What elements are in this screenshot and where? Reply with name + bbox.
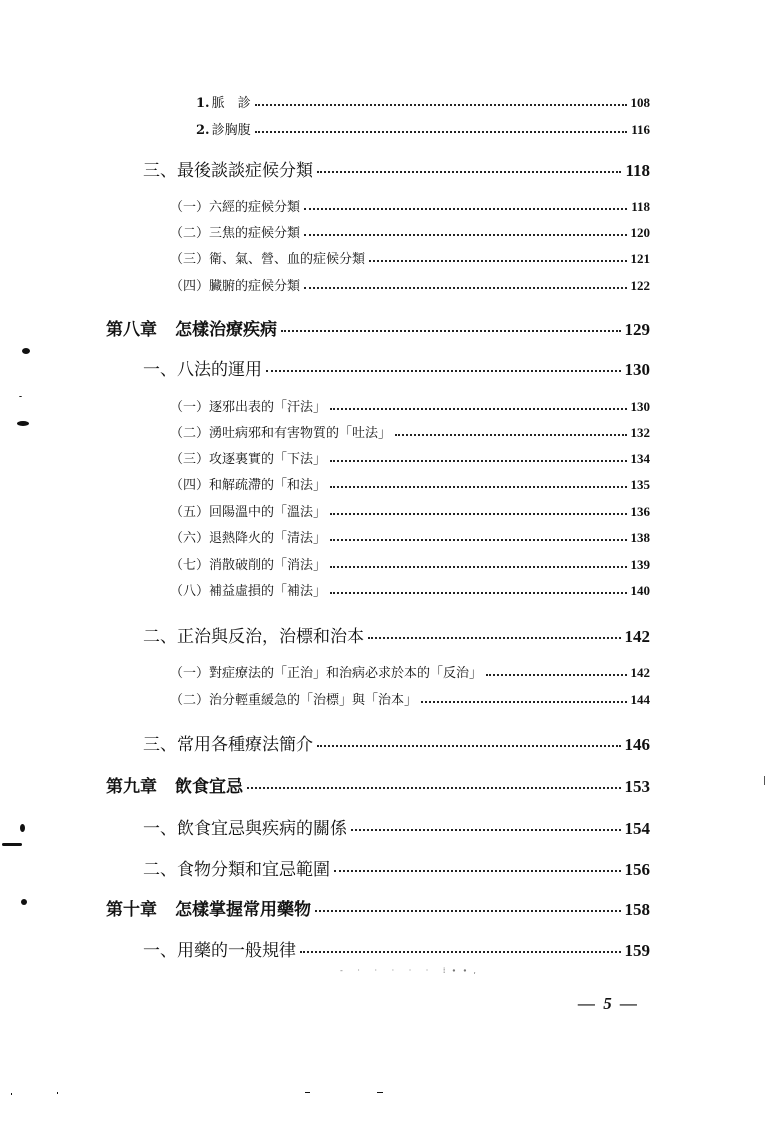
- toc-entry-section: [143, 814, 650, 839]
- page-number: 118: [631, 199, 650, 214]
- entry-label: [143, 814, 347, 839]
- dot-leader: [369, 260, 626, 262]
- chapter-title: 怎樣掌握常用藥物: [175, 900, 311, 920]
- dot-leader: [304, 208, 627, 210]
- toc-entry-item: [170, 396, 650, 415]
- entry-prefix: 二、: [143, 627, 177, 647]
- page-number: 121: [630, 251, 650, 266]
- page-number: 159: [624, 941, 650, 960]
- dot-leader: [330, 460, 626, 462]
- toc-entry-section: [143, 156, 650, 181]
- page-number: 118: [625, 161, 650, 180]
- entry-label: [196, 92, 251, 111]
- entry-prefix: （一）: [170, 400, 210, 415]
- page-number: 140: [630, 583, 650, 598]
- page-number: 139: [630, 557, 650, 572]
- scan-artifact-marks: - · · · · · ⁞∙∙,: [340, 966, 482, 975]
- entry-label: [106, 772, 243, 797]
- entry-label: [170, 422, 391, 441]
- toc-entry-item: [170, 662, 650, 681]
- entry-label: [170, 527, 326, 546]
- entry-prefix: 一、: [143, 819, 177, 839]
- page-number: 154: [624, 819, 650, 838]
- entry-title: 逐邪出表的「汗法」: [209, 400, 327, 415]
- toc-entry-item: [170, 422, 650, 441]
- entry-label: [170, 662, 482, 681]
- toc-entry-item: [170, 196, 650, 215]
- entry-title: 回陽溫中的「溫法」: [209, 505, 327, 520]
- entry-label: [170, 396, 326, 415]
- entry-label: [143, 730, 313, 755]
- page-number: 158: [624, 900, 650, 919]
- page-number: 130: [630, 399, 650, 414]
- toc-entry-item: [170, 448, 650, 467]
- entry-label: [196, 119, 251, 138]
- toc-entry-item: [170, 275, 650, 294]
- entry-title: 消散破削的「消法」: [209, 558, 327, 573]
- entry-prefix: （一）: [170, 666, 210, 681]
- entry-title: 和解疏滯的「和法」: [209, 478, 327, 493]
- entry-prefix: 2.: [196, 123, 210, 138]
- toc-entry-sub: [196, 92, 650, 111]
- scan-speck: [377, 1092, 383, 1093]
- entry-title: 六經的症候分類: [209, 200, 301, 215]
- toc-entry-item: [170, 554, 650, 573]
- toc-entry-section: [143, 855, 650, 880]
- toc-entry-sub: [196, 119, 650, 138]
- entry-prefix: 一、: [143, 360, 177, 380]
- scan-speck: [17, 421, 29, 426]
- page-number: 153: [624, 777, 650, 796]
- entry-label: [143, 855, 330, 880]
- entry-title: 補益虛損的「補法」: [209, 584, 327, 599]
- page-number: 116: [631, 122, 650, 137]
- page-number: 132: [630, 425, 650, 440]
- entry-prefix: （三）: [170, 252, 210, 267]
- entry-title: 八法的運用: [177, 360, 262, 380]
- page-number: 134: [630, 451, 650, 466]
- dot-leader: [330, 486, 626, 488]
- entry-title: 最後談談症候分類: [177, 161, 313, 181]
- dot-leader: [330, 592, 626, 594]
- toc-entry-chapter: [106, 895, 650, 920]
- scan-speck: [764, 776, 765, 785]
- entry-title: 臟腑的症候分類: [209, 279, 301, 294]
- entry-title: 用藥的一般規律: [177, 941, 296, 961]
- entry-prefix: （四）: [170, 279, 210, 294]
- entry-title: 衛、氣、營、血的症候分類: [209, 252, 366, 267]
- dot-leader: [317, 171, 621, 173]
- scan-speck: [57, 1092, 58, 1094]
- toc-entry-section: [143, 622, 650, 647]
- entry-prefix: 二、: [143, 860, 177, 880]
- entry-label: [170, 196, 300, 215]
- toc-entry-section: [143, 730, 650, 755]
- entry-title: 攻逐裏實的「下法」: [209, 452, 327, 467]
- dot-leader: [315, 910, 621, 912]
- toc-entry-chapter: [106, 772, 650, 797]
- scan-speck: [19, 396, 22, 397]
- dot-leader: [330, 513, 626, 515]
- chapter-number: 第十章: [106, 900, 157, 920]
- page-number: 142: [630, 665, 650, 680]
- scan-speck: [2, 843, 22, 846]
- entry-title: 脈 診: [211, 96, 251, 111]
- scan-speck: [21, 899, 27, 905]
- entry-label: [106, 895, 311, 920]
- page-number: 135: [630, 477, 650, 492]
- entry-prefix: 三、: [143, 735, 177, 755]
- page-number: 130: [624, 360, 650, 379]
- dot-leader: [266, 370, 621, 372]
- entry-prefix: （二）: [170, 426, 210, 441]
- entry-label: [170, 689, 417, 708]
- entry-title: 診胸腹: [211, 123, 251, 138]
- entry-prefix: （五）: [170, 505, 210, 520]
- page-number: 136: [630, 504, 650, 519]
- entry-prefix: （二）: [170, 226, 210, 241]
- toc-entry-item: [170, 222, 650, 241]
- entry-label: [143, 622, 364, 647]
- chapter-title: 怎樣治療疾病: [175, 320, 277, 340]
- scan-speck: [11, 1093, 12, 1095]
- dot-leader: [330, 539, 626, 541]
- page-number: 120: [630, 225, 650, 240]
- dot-leader: [255, 104, 627, 106]
- entry-label: [170, 248, 365, 267]
- entry-label: [170, 554, 326, 573]
- scan-speck: [20, 824, 25, 832]
- dot-leader: [304, 234, 626, 236]
- dot-leader: [334, 870, 621, 872]
- dot-leader: [330, 408, 626, 410]
- entry-label: [170, 448, 326, 467]
- entry-title: 正治與反治，治標和治本: [177, 627, 364, 647]
- entry-prefix: （四）: [170, 478, 210, 493]
- entry-prefix: 1.: [196, 96, 210, 111]
- page-number: 129: [624, 320, 650, 339]
- chapter-number: 第九章: [106, 777, 157, 797]
- toc-entry-item: [170, 248, 650, 267]
- footer-page-number: — 5 —: [578, 994, 639, 1013]
- page-number: 144: [630, 692, 650, 707]
- entry-label: [170, 501, 326, 520]
- entry-title: 常用各種療法簡介: [177, 735, 313, 755]
- scan-speck: [305, 1092, 310, 1093]
- dot-leader: [255, 131, 628, 133]
- dot-leader: [351, 829, 621, 831]
- dot-leader: [300, 951, 621, 953]
- dot-leader: [368, 637, 621, 639]
- entry-label: [143, 156, 313, 181]
- toc-entry-item: [170, 474, 650, 493]
- dot-leader: [247, 787, 621, 789]
- entry-prefix: （二）: [170, 693, 210, 708]
- chapter-number: 第八章: [106, 320, 157, 340]
- toc-entry-section: [143, 936, 650, 961]
- scan-speck: [22, 348, 30, 354]
- entry-label: [170, 580, 326, 599]
- chapter-title: 飲食宜忌: [175, 777, 243, 797]
- toc-entry-item: [170, 689, 650, 708]
- entry-label: [170, 474, 326, 493]
- toc-entry-item: [170, 501, 650, 520]
- entry-label: [143, 355, 262, 380]
- dot-leader: [317, 745, 621, 747]
- entry-title: 湧吐病邪和有害物質的「吐法」: [209, 426, 392, 441]
- entry-label: [170, 275, 300, 294]
- entry-title: 飲食宜忌與疾病的關係: [177, 819, 347, 839]
- entry-label: [106, 315, 277, 340]
- entry-prefix: （七）: [170, 558, 210, 573]
- toc-entry-item: [170, 527, 650, 546]
- entry-prefix: （八）: [170, 584, 210, 599]
- dot-leader: [281, 330, 621, 332]
- dot-leader: [486, 674, 626, 676]
- entry-title: 退熱降火的「清法」: [209, 531, 327, 546]
- entry-prefix: （三）: [170, 452, 210, 467]
- page-number: 142: [624, 627, 650, 646]
- dot-leader: [395, 434, 626, 436]
- entry-label: [170, 222, 300, 241]
- dot-leader: [421, 701, 626, 703]
- entry-prefix: （六）: [170, 531, 210, 546]
- page-number: 108: [630, 95, 650, 110]
- entry-title: 食物分類和宜忌範圍: [177, 860, 330, 880]
- dot-leader: [330, 566, 626, 568]
- toc-entry-item: [170, 580, 650, 599]
- page-number: 122: [630, 278, 650, 293]
- entry-prefix: 一、: [143, 941, 177, 961]
- entry-title: 三焦的症候分類: [209, 226, 301, 241]
- entry-title: 治分輕重緩急的「治標」與「治本」: [209, 693, 418, 708]
- entry-prefix: 三、: [143, 161, 177, 181]
- entry-title: 對症療法的「正治」和治病必求於本的「反治」: [209, 666, 483, 681]
- entry-prefix: （一）: [170, 200, 210, 215]
- toc-entry-section: [143, 355, 650, 380]
- dot-leader: [304, 287, 626, 289]
- entry-label: [143, 936, 296, 961]
- page-number: 146: [624, 735, 650, 754]
- page-number: 138: [630, 530, 650, 545]
- page-number: 156: [624, 860, 650, 879]
- toc-entry-chapter: [106, 315, 650, 340]
